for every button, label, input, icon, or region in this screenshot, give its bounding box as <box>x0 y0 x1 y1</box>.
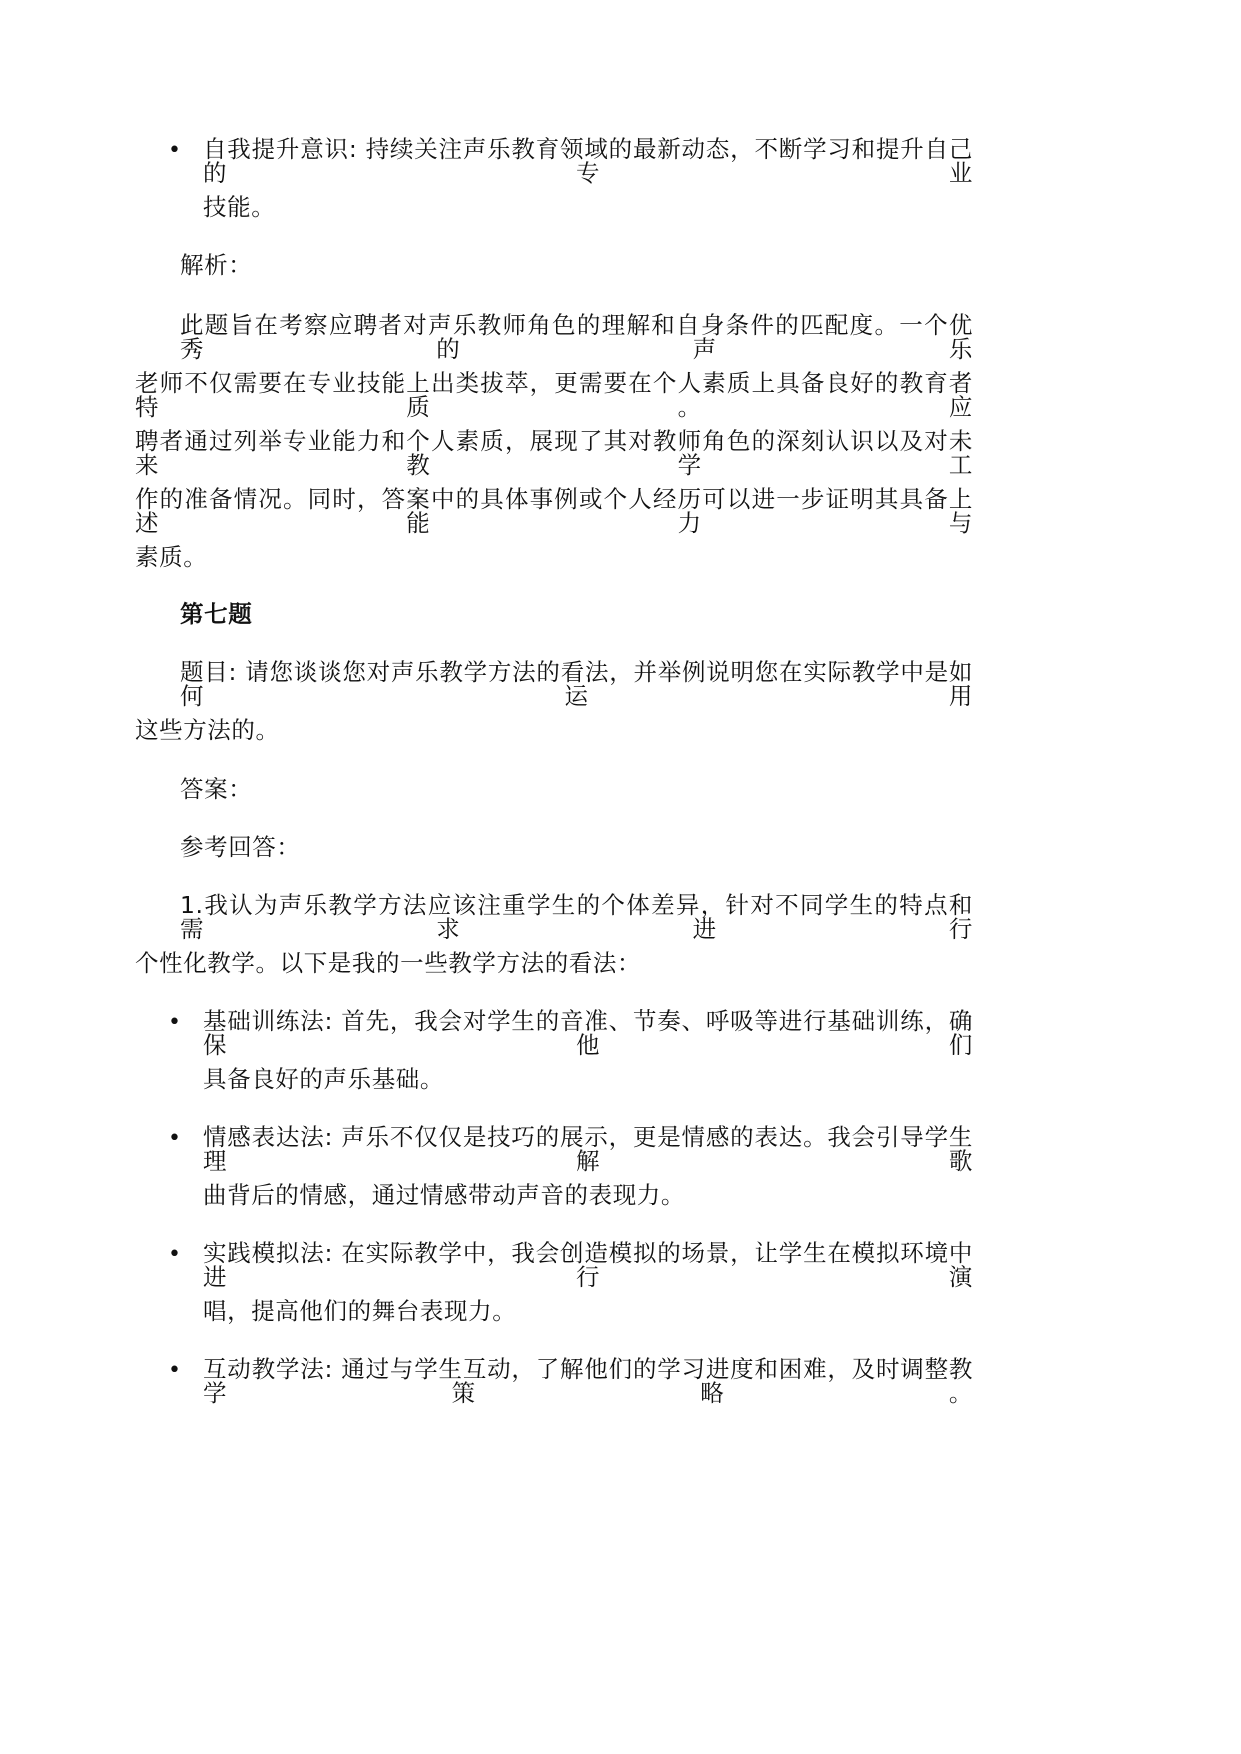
section-heading: 第七题 <box>180 600 253 628</box>
top-bullet-line-2: 技能。 <box>203 193 276 221</box>
analysis-line-4: 作的准备情况。同时，答案中的具体事例或个人经历可以进一步证明其具备上述能力与 <box>135 485 973 537</box>
method-4-line-1: 互动教学法: 通过与学生互动，了解他们的学习进度和困难，及时调整教学策略。 <box>203 1355 973 1407</box>
point1-line-1: 1.我认为声乐教学方法应该注重学生的个体差异，针对不同学生的特点和需求进行 <box>180 891 973 943</box>
method-2-line-2: 曲背后的情感，通过情感带动声音的表现力。 <box>203 1181 685 1209</box>
bullet-marker: • <box>168 1358 181 1383</box>
method-3-line-2: 唱，提高他们的舞台表现力。 <box>203 1297 517 1325</box>
bullet-marker: • <box>168 1010 181 1035</box>
bullet-marker: • <box>168 1126 181 1151</box>
point1-line-2: 个性化教学。以下是我的一些教学方法的看法： <box>135 949 642 977</box>
analysis-label: 解析： <box>180 251 253 279</box>
answer-label: 答案： <box>180 775 253 803</box>
method-1-line-1: 基础训练法: 首先，我会对学生的音准、节奏、呼吸等进行基础训练，确保他们 <box>203 1007 973 1059</box>
bullet-marker: • <box>168 1242 181 1267</box>
method-3-line-1: 实践模拟法: 在实际教学中，我会创造模拟的场景，让学生在模拟环境中进行演 <box>203 1239 973 1291</box>
top-bullet-line-1: 自我提升意识: 持续关注声乐教育领域的最新动态，不断学习和提升自己的专业 <box>203 135 973 187</box>
question-line-2: 这些方法的。 <box>135 716 280 744</box>
bullet-marker: • <box>168 138 181 163</box>
analysis-line-3: 聘者通过列举专业能力和个人素质，展现了其对教师角色的深刻认识以及对未来教学工 <box>135 427 973 479</box>
question-line-1: 题目: 请您谈谈您对声乐教学方法的看法，并举例说明您在实际教学中是如何运用 <box>180 658 973 710</box>
analysis-line-5: 素质。 <box>135 543 208 571</box>
reference-label: 参考回答： <box>180 833 301 861</box>
analysis-line-2: 老师不仅需要在专业技能上出类拔萃，更需要在个人素质上具备良好的教育者特质。应 <box>135 369 973 421</box>
method-2-line-1: 情感表达法: 声乐不仅仅是技巧的展示，更是情感的表达。我会引导学生理解歌 <box>203 1123 973 1175</box>
analysis-line-1: 此题旨在考察应聘者对声乐教师角色的理解和自身条件的匹配度。一个优秀的声乐 <box>180 311 973 363</box>
method-1-line-2: 具备良好的声乐基础。 <box>203 1065 444 1093</box>
